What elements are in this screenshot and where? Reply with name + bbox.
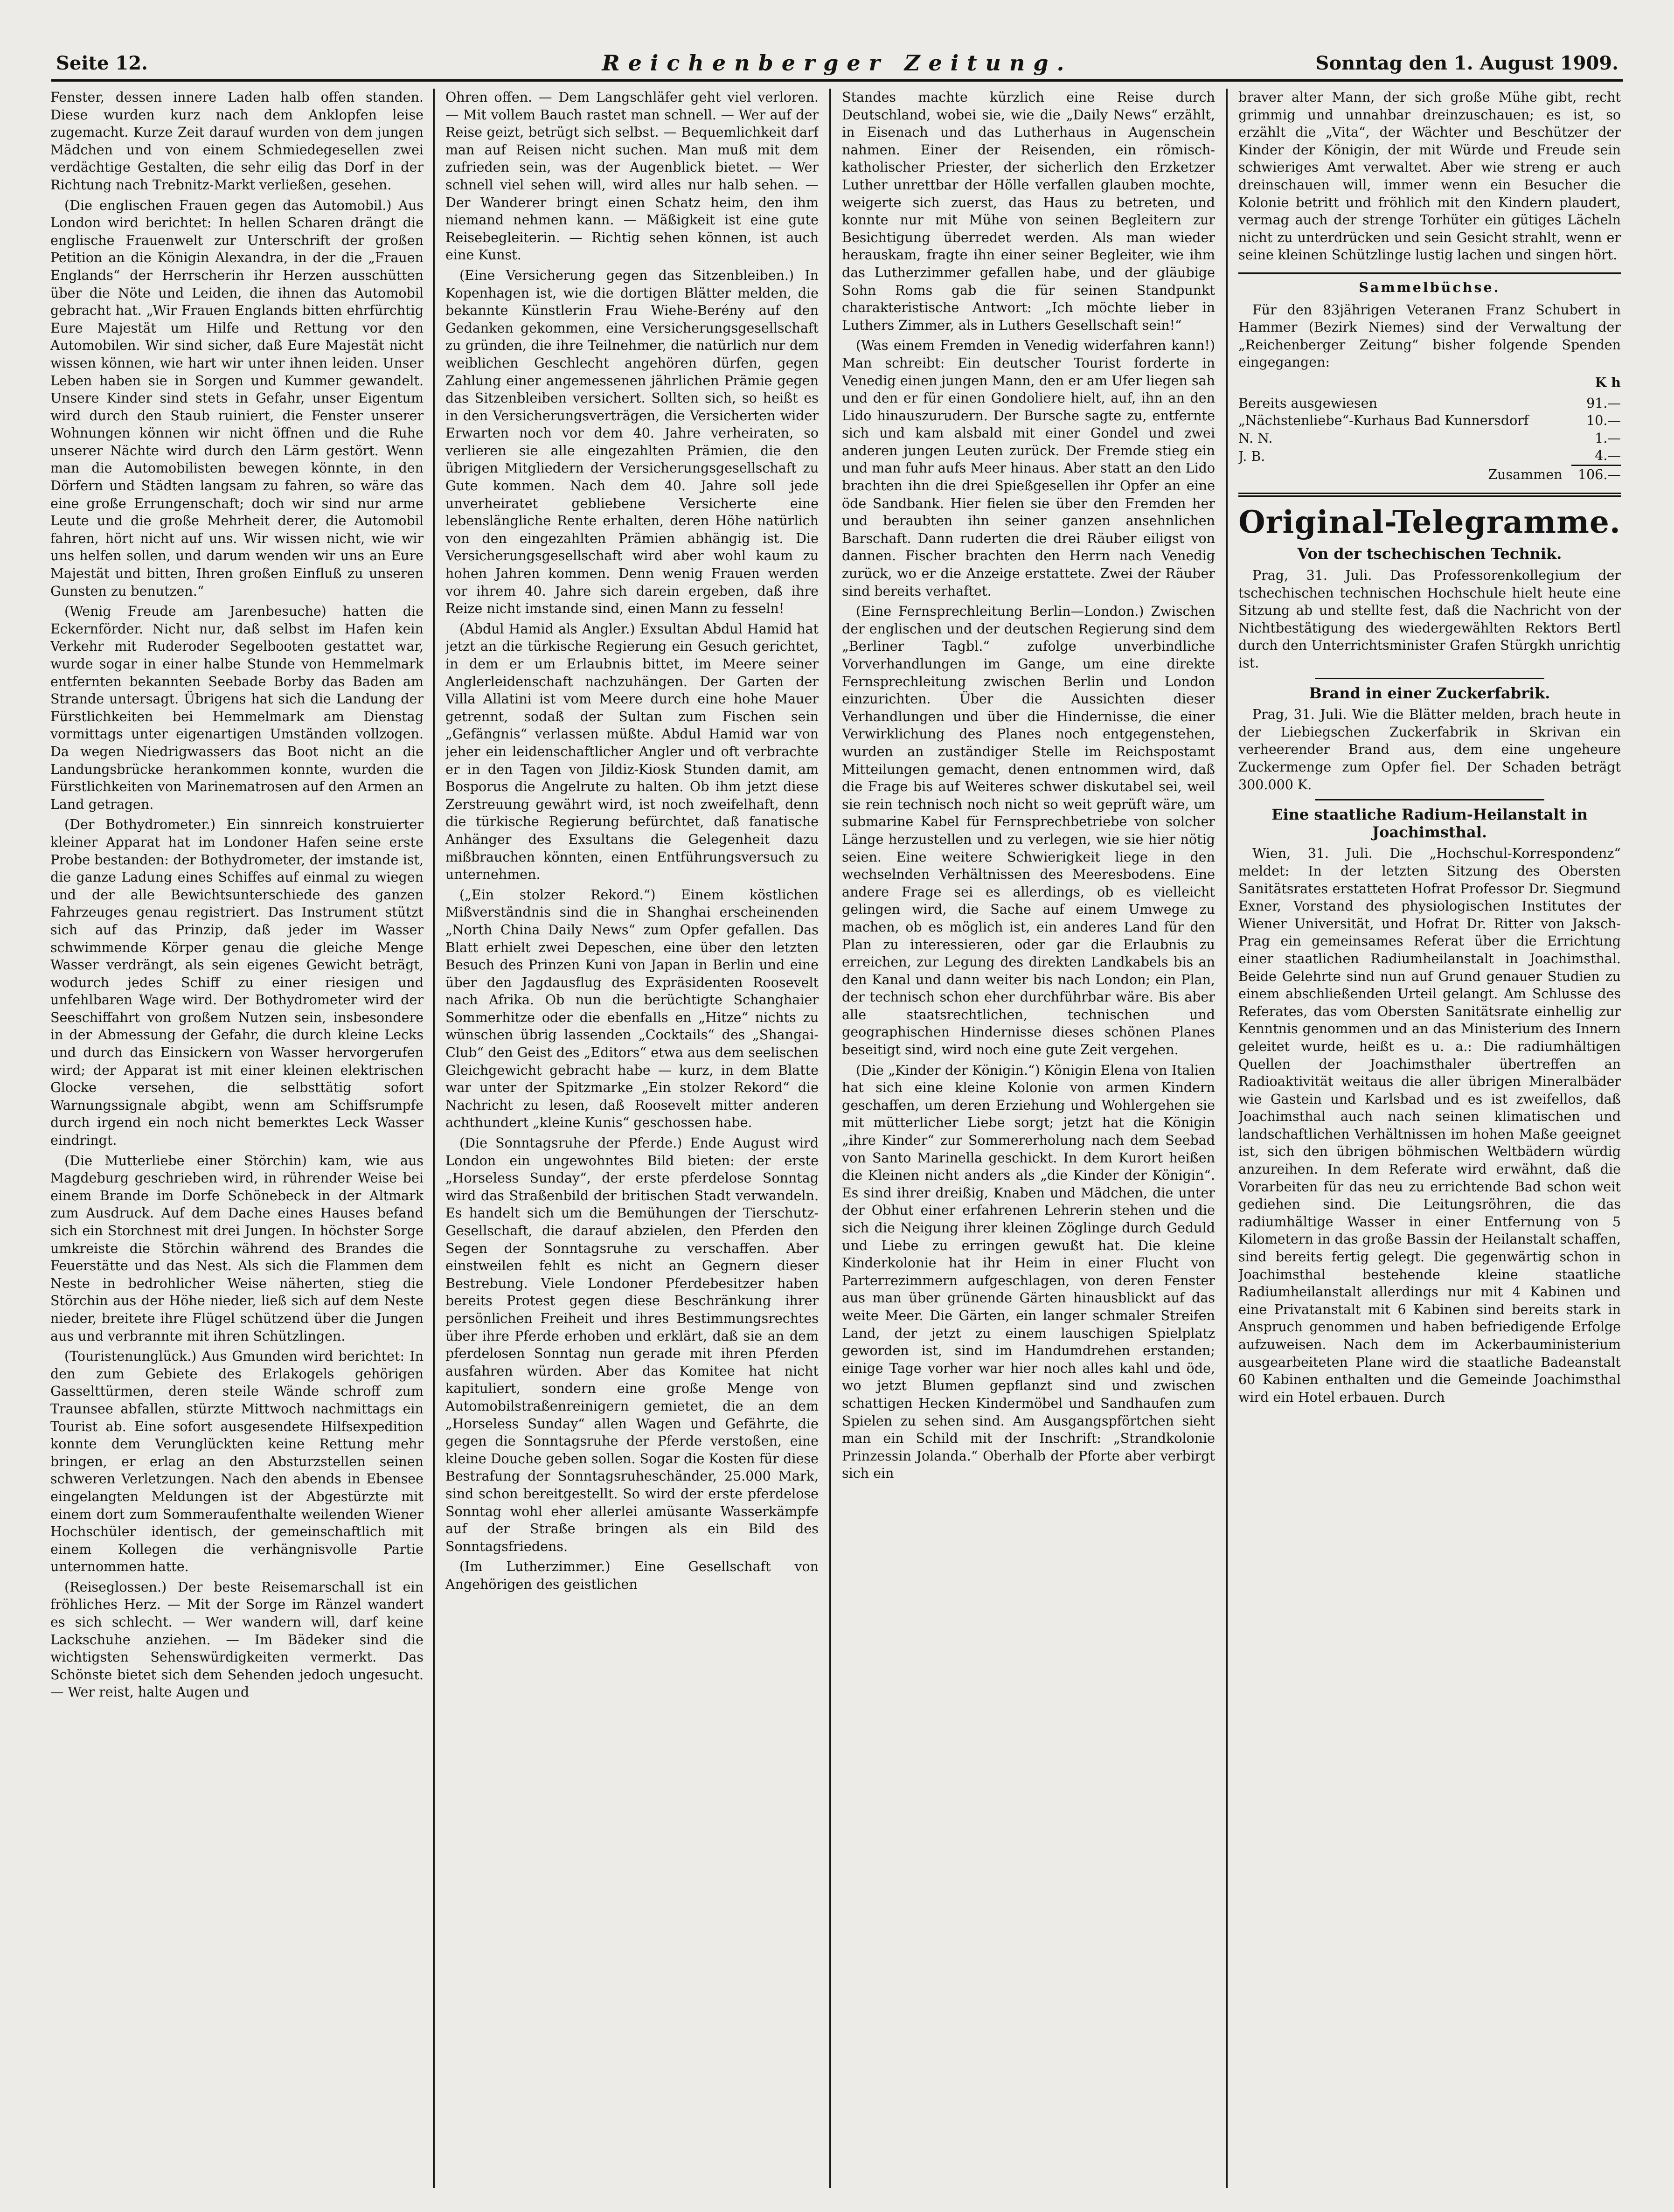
telegram-brand: Prag, 31. Juli. Wie die Blätter melden, brach heute in der Liebiegschen Zuckerfabrik in Skrivan ein verheerender Brand aus, dem eine ungeheure Zuckermenge zum Opfer fiel. Der Schaden beträgt 300.000 K. — [1238, 707, 1621, 793]
article-text: braver alter Mann, der sich große Mühe gibt, recht grimmig und unnahbar dreinzuschauen; es ist, so erzählt die „Vita“, der Wächter und Beschützer der Kinder der Königin, der mit Würde und Freude sein schwieriges Amt verwaltet. Aber wie streng er auch dreinschauen will, immer wenn ein Besucher die Kolonie betritt und fröhlich mit den Kindern plaudert, vermag auch der strenge Torhüter ein gütiges Lächeln nicht zu unterdrücken und sein Gesicht strahlt, wenn er seine kleinen Schützlinge lustig lachen und singen hört. — [1238, 90, 1621, 263]
article-fernsprechleitung: (Eine Fernsprechleitung Berlin—London.) Zwischen der englischen und der deutschen Regierung sind dem „Berliner Tagbl.“ zufolge unverbindliche Vorverhandlungen im Gange, um eine direkte Fernsprechleitung zwischen Berlin und London einzurichten. Über die Aussichten dieser Verhandlungen und über die Hindernisse, die einer Verwirklichung des Planes noch entgegenstehen, wurden an zuständiger Stelle im Reichspostamt Mitteilungen gemacht, denen entnommen wird, daß die Frage bis auf Weiteres schwer diskutabel sei, weil sie rein technisch noch nicht so weit geprüft wäre, um submarine Kabel für Fernsprechbetriebe von solcher Länge herzustellen und zu verlegen, wie sie hier nötig seien. Eine weitere Schwierigkeit liege in den wechselnden Verhältnissen des Meeresbodens. Eine andere Frage sei es allerdings, ob es vielleicht gelingen wird, die Sache auf einem Umwege zu machen, ob es möglich ist, ein anderes Land für den Plan zu interessieren, oder gar die Erlaubnis zu erreichen, zur Legung des direkten Landkabels bis an den Kanal und dann weiter bis nach London; ein Plan, der technisch schon eher durchführbar wäre. Bis aber alle staatsrechtlichen, technischen und geographischen Hindernisse dieses schönen Planes beseitigt sind, wird noch eine gute Zeit vergehen. — [842, 604, 1215, 1058]
section-divider — [1238, 493, 1621, 497]
donation-row: Bereits ausgewiesen 91.— — [1238, 395, 1621, 411]
article-venedig: (Was einem Fremden in Venedig widerfahren kann!) Man schreibt: Ein deutscher Tourist forderte in Venedig einen jungen Mann, den er am Ufer liegen sah und den er für einen Gondoliere hielt, auf, ihn an den Lido hinauszurudern. Der Bursche sagte zu, entfernte sich und kam alsbald mit einer Gondel und zwei anderen jungen Leuten zurück. Der Fremde stieg ein und man fuhr aufs Meer hinaus. Aber statt an den Lido brachten ihn die drei Spießgesellen ihr Opfer an eine öde Sandbank. Hier fielen sie über den Fremden her und beraubten ihn seiner ganzen ansehnlichen Barschaft. Dann ruderten die drei Räuber eiligst von dannen. Fischer brachten den Herrn nach Venedig zurück, wo er die Anzeige erstattete. Zwei der Räuber sind bereits verhaftet. — [842, 338, 1215, 599]
sammelbuechse-title: Sammelbüchse. — [1359, 279, 1500, 295]
article-abdul-hamid: (Abdul Hamid als Angler.) Exsultan Abdul Hamid hat jetzt an die türkische Regierung ein Gesuch gerichtet, in dem er um Erlaubnis bittet, im Meere seiner Anglerleidenschaft nachzuhängen. Der Garten der Villa Allatini ist vom Meere durch eine hohe Mauer getrennt, sodaß der Sultan zum Fischen sein „Gefängnis“ verlassen müßte. Abdul Hamid war von jeher ein leidenschaftlicher Angler und oft verbrachte er in den Tagen von Jildiz-Kiosk Stunden damit, am Bosporus die Angelrute zu halten. Ob ihm jetzt diese Zerstreuung gewährt wird, ist noch zweifelhaft, denn die türkische Regierung befürchtet, daß fanatische Anhänger des Exsultans die Gelegenheit dazu mißbrauchen könnten, einen Entführungsversuch zu unternehmen. — [445, 621, 819, 883]
issue-date: Sonntag den 1. August 1909. — [1315, 52, 1618, 74]
page-header — [51, 47, 1623, 82]
column-2 — [445, 89, 819, 2188]
column-1 — [50, 89, 424, 2188]
article-frauen-automobil: (Die englischen Frauen gegen das Automobil.) Aus London wird berichtet: In hellen Scharen drängt die englische Frauenwelt zur Unterschrift der großen Petition an die Königin Alexandra, in der die „Frauen Englands“ der Herrscherin ihr Herzen ausschütten über die Nöte und Leiden, die ihnen das Automobil gebracht hat. „Wir Frauen Englands bitten ehrfürchtig Eure Majestät um Hilfe und Rettung vor den Automobilen. Wir sind sicher, daß Eure Majestät nicht wissen können, wie hart wir unter ihnen leiden. Unser Leben haben sie in Sorgen und Kummer gewandelt. Unsere Kinder sind stets in Gefahr, unser Eigentum wird durch den Staub ruiniert, die Fenster unserer Wohnungen können wir nicht öffnen und die Ruhe unserer Nächte wird durch den Lärm gestört. Wenn man die Automobilisten bewegen könnte, in den Dörfern und Städten langsam zu fahren, so wäre das eine große Errungenschaft; doch wir sind nur arme Leute und die große Mehrheit derer, die Automobil fahren, hört nicht auf uns. Wir wissen nicht, wie wir uns helfen sollen, und darum wenden wir uns an Eure Majestät und bitten, Ihren großen Einfluß zu unseren Gunsten zu benutzen.“ — [50, 197, 424, 599]
article-text: Ohren offen. — Dem Langschläfer geht viel verloren. — Mit vollem Bauch rastet man schnell. — Wer auf der Reise geizt, betrügt sich selbst. — Bequemlichkeit darf man auf Reisen nicht suchen. Man muß mit dem zufrieden sein, was der Augenblick bietet. — Wer schnell viel sehen will, wird alles nur halb sehen. — Der Wanderer bringt einen Schatz heim, den ihm niemand nehmen kann. — Mäßigkeit ist eine gute Reisebegleiterin. — Richtig sehen können, ist auch eine Kunst. — [445, 90, 819, 263]
sammelbuechse-text: Für den 83jährigen Veteranen Franz Schubert in Hammer (Bezirk Niemes) sind der Verwaltung der „Reichenberger Zeitung“ bisher folgende Spenden eingegangen: — [1238, 302, 1621, 370]
column-rule — [829, 89, 831, 2188]
article-stoerchin: (Die Mutterliebe einer Störchin) kam, wie aus Magdeburg geschrieben wird, in rührender Weise bei einem Brande im Dorfe Schönebeck in der Altmark zum Ausdruck. Auf dem Dache eines Hauses befand sich ein Storchnest mit drei Jungen. In höchster Sorge umkreiste die Störchin während des Brandes die Feuerstätte und das Nest. Als sich die Flammen dem Neste in bedrohlicher Weise näherten, stieg die Störchin aus der Höhe nieder, ließ sich auf dem Neste nieder, breitete ihre Flügel schützend über die Jungen aus und verbrannte mit ihren Schützlingen. — [50, 1153, 424, 1344]
telegram-radium: Wien, 31. Juli. Die „Hochschul-Korrespondenz“ meldet: In der letzten Sitzung des Obersten Sanitätsrates erstatteten Hofrat Professor Dr. Siegmund Exner, Vorstand des physiologischen Institutes der Wiener Universität, und Hofrat Dr. Ritter von Jaksch-Prag ein gemeinsames Referat über die Errichtung einer staatlichen Radiumheilanstalt in Joachimsthal. Beide Gelehrte sind nun auf Grund genauer Studien zu einem abschließenden Urteil gelangt. Am Schlusse des Referates, das vom Obersten Sanitätsrate einhellig zur Kenntnis genommen und an das Ministerium des Innern geleitet wurde, heißt es u. a.: Die radiumhältigen Quellen der Joachimsthaler übertreffen an Radioaktivität weitaus die aller übrigen Mineralbäder wie Gastein und Karlsbad und es ist zweifellos, daß Joachimsthal auch nach seinen klimatischen und landschaftlichen Verhältnissen im hohen Maße geeignet ist, sich den übrigen böhmischen Weltbädern würdig anzureihen. In dem Referate wird erwähnt, daß die Vorarbeiten für das neu zu errichtende Bad schon weit gediehen sind. Die Leitungsröhren, die das radiumhältige Wasser in einer Entfernung von 5 Kilometern in das große Bassin der Heilanstalt schaffen, sind bereits fertig gelegt. Die gegenwärtig schon in Joachimsthal bestehende kleine staatliche Radiumheilanstalt allerdings nur mit 4 Kabinen und eine Privatanstalt mit 6 Kabinen sind bereits stark in Anspruch genommen und haben befriedigende Erfolge aufzuweisen. Nach dem im Ackerbauministerium ausgearbeiteten Plane wird die staatliche Badeanstalt 60 Kabinen enthalten und die Gemeinde Joachimsthal wird ein Hotel erbauen. Durch — [1238, 846, 1621, 1405]
donation-row: J. B. 4.— — [1238, 448, 1621, 464]
column-rule — [1226, 89, 1228, 2188]
article-text: Standes machte kürzlich eine Reise durch Deutschland, wobei sie, wie die „Daily News“ erzählt, in Eisenach und das Lutherhaus in Augenschein nahmen. Einer der Reisenden, ein römisch-katholischer Priester, der sicherlich den Erzketzer Luther unrettbar der Hölle verfallen glauben mochte, weigerte sich zuerst, das Haus zu betreten, und konnte nur mit Mühe von seinen Begleitern zur Besichtigung überredet werden. Als man wieder herauskam, fragte ihn einer seiner Begleiter, wie ihm das Lutherzimmer gefallen habe, und der gläubige Sohn Roms gab die für seinen Standpunkt charakteristische Antwort: „Ich möchte lieber in Luthers Zimmer, als in Luthers Gesellschaft sein!“ — [842, 90, 1215, 333]
article-sonntagsruhe-pferde: (Die Sonntagsruhe der Pferde.) Ende August wird London ein ungewohntes Bild bieten: der erste „Horseless Sunday“, der erste pferdelose Sonntag wird das Straßenbild der britischen Stadt verwandeln. Es handelt sich um die Bemühungen der Tierschutz-Gesellschaft, die darauf abzielen, den Pferden den Segen der Sonntagsruhe zu verschaffen. Aber einstweilen fehlt es nicht an Gegnern dieser Bestrebung. Viele Londoner Pferdebesitzer haben bereits Protest gegen diese Beschränkung ihrer persönlichen Freiheit und ihres Bestimmungsrechtes über ihre Pferde erhoben und erklärt, daß sie an dem pferdelosen Sonntag nun gerade mit ihren Pferden ausfahren würden. Aber das Komitee hat nicht kapituliert, sondern eine große Menge von Automobilstraßenreinigern gemietet, die an dem „Horseless Sunday“ allen Wagen und Gefährte, die gegen die Sonntagsruhe der Pferde verstoßen, eine kleine Douche geben sollen. Sogar die Kosten für diese Bestrafung der Sonntagsruheschänder, 25.000 Mark, sind schon bereitgestellt. So wird der erste pferdelose Sonntag wohl eher allerlei amüsante Wasserkämpfe auf der Straße bringen als ein Bild des Sonntagsfriedens. — [445, 1135, 819, 1554]
section-title-radium: Eine staatliche Radium-Heilanstalt in Joachimsthal. — [1271, 806, 1588, 841]
article-bothydrometer: (Der Bothydrometer.) Ein sinnreich konstruierter kleiner Apparat hat im Londoner Hafen seine erste Probe bestanden: der Bothydrometer, der imstande ist, die ganze Ladung eines Schiffes auf einmal zu wiegen und der alle Bewichtsunterschiede des ganzen Fahrzeuges genau registriert. Das Instrument stützt sich auf das Prinzip, daß jeder im Wasser schwimmende Körper genau die gleiche Menge Wasser verdrängt, als sein eigenes Gewicht beträgt, wodurch jedes Schiff zu einer riesigen und unfehlbaren Wage wird. Der Bothydrometer wird der Seeschiffahrt von großem Nutzen sein, insbesondere in der Abmessung der Gefahr, die durch kleine Lecks und durch das Einsickern von Wasser hervorgerufen wird; der Apparat ist mit einer kleinen elektrischen Glocke versehen, die selbsttätig sofort Warnungssignale abgibt, wenn am Schiffsrumpfe durch irgend ein noch nicht bemerktes Leck Wasser eindringt. — [50, 817, 424, 1148]
column-4 — [1238, 89, 1621, 2188]
donation-sum-row: Zusammen 106.— — [1238, 465, 1621, 483]
masthead: Reichenberger Zeitung. — [602, 50, 1073, 76]
donation-row: N. N. 1.— — [1238, 430, 1621, 446]
short-divider — [1315, 678, 1544, 679]
short-divider — [1315, 799, 1544, 800]
article-touristenunglueck: (Touristenunglück.) Aus Gmunden wird berichtet: In den zum Gebiete des Erlakogels gehörigen Gasselttürmen, deren steile Wände schroff zum Traunsee abfallen, stürzte Mittwoch nachmittags ein Tourist ab. Eine sofort ausgesendete Hilfsexpedition konnte dem Verunglückten keine Rettung mehr bringen, er erlag an den Absturzstellen seinen schweren Verletzungen. Nach den abends in Ebensee eingelangten Meldungen ist der Abgestürzte mit einem dort zum Sommeraufenthalte weilenden Wiener Hochschüler identisch, der gemeinschaftlich mit einem Kollegen die verhängnisvolle Partie unternommen hatte. — [50, 1349, 424, 1575]
telegram-technik: Prag, 31. Juli. Das Professorenkollegium der tschechischen technischen Hochschule hielt heute eine Sitzung ab und stellte fest, daß die Nachricht von der Nichtbestätigung des wiedergewählten Rektors Bertl durch den Unterrichtsminister Grafen Stürgkh unrichtig ist. — [1238, 568, 1621, 671]
donation-list — [1238, 395, 1621, 484]
article-versicherung: (Eine Versicherung gegen das Sitzenbleiben.) In Kopenhagen ist, wie die dortigen Blätter melden, die bekannte Künstlerin Frau Wiehe-Berény auf den Gedanken gekommen, eine Versicherungsgesellschaft zu gründen, die ihre Teilnehmer, die natürlich nur dem weiblichen Geschlecht angehören dürfen, gegen Zahlung einer angemessenen jährlichen Prämie gegen das Sitzenbleiben versichert. Sollten sich, so heißt es in den Versicherungsverträgen, die Versicherten wider Erwarten noch vor dem 40. Jahre verheiraten, so verlieren sie alle eingezahlten Prämien, die den übrigen Mitgliedern der Versicherungsgesellschaft zu Gute kommen. Nach dem 40. Jahre soll jede unverheiratet gebliebene Versicherte eine lebenslängliche Rente erhalten, deren Höhe natürlich von den eingezahlten Prämien abhängig ist. Die Versicherungsgesellschaft wird aber wohl kaum zu hohen Jahren kommen. Denn wenig Frauen werden vor ihrem 40. Jahre sich darein ergeben, daß ihre Reize nicht imstande sind, einen Mann zu fesseln! — [445, 267, 819, 617]
donation-row: „Nächstenliebe“-Kurhaus Bad Kunnersdorf 10.— — [1238, 413, 1621, 429]
page-number: Seite 12. — [56, 52, 148, 74]
article-kinder-koenigin: (Die „Kinder der Königin.“) Königin Elena von Italien hat sich eine kleine Kolonie von armen Kindern geschaffen, um deren Erziehung und Wohlergehen sie mit mütterlicher Liebe sorgt; jetzt hat die Königin „ihre Kinder“ zur Sommererholung nach dem Seebad von Santo Marinella geschickt. In dem Kurort heißen die Kleinen nicht anders als „die Kinder der Königin“. Es sind ihrer dreißig, Knaben und Mädchen, die unter der Obhut einer erfahrenen Lehrerin stehen und die sich die Neigung ihrer kleinen Zöglinge durch Geduld und Liebe zu erringen gewußt hat. Die kleine Kinderkolonie hat ihr Heim in einer Flucht von Parterrezimmern aufgeschlagen, von deren Fenster aus man über grünende Gärten hinausblickt auf das weite Meer. Die Gärten, ein langer schmaler Streifen Land, der jetzt zu einem lauschigen Spielplatz geworden ist, sind im Handumdrehen erstanden; einige Tage vorher war hier noch alles kahl und öde, wo jetzt Blumen gepflanzt sind und zwischen schattigen Hecken Kindermöbel und Sandhaufen zum Spielen zu sehen sind. Am Ausgangspförtchen sieht man ein Schild mit der Inschrift: „Strandkolonie Prinzessin Jolanda.“ Oberhalb der Pforte aber verbirgt sich ein — [842, 1062, 1215, 1482]
section-title-technik: Von der tschechischen Technik. — [1297, 545, 1562, 563]
section-title-brand: Brand in einer Zuckerfabrik. — [1309, 684, 1550, 702]
article-zarenbesuch: (Wenig Freude am Jarenbesuche) hatten die Eckernförder. Nicht nur, daß selbst im Hafen kein Verkehr mit Ruderoder Segelbooten gestattet war, wurde sogar in einer halbe Stunde von Hemmelmark entfernten bekannten Seebade Borby das Baden am Strande untersagt. Übrigens hat sich die Landung der Fürstlichkeiten bei Hemmelmark am Dienstag vormittags unter eigenartigen Umständen vollzogen. Da wegen Niedrigwassers das Boot nicht an die Landungsbrücke herankommen konnte, wurden die Fürstlichkeiten von Marinematrosen auf den Armen an Land getragen. — [50, 604, 424, 812]
column-3 — [842, 89, 1215, 2188]
section-divider — [1238, 272, 1621, 274]
column-rule — [433, 89, 435, 2188]
article-stolzer-rekord: („Ein stolzer Rekord.“) Einem köstlichen Mißverständnis sind die in Shanghai erscheinenden „North China Daily News“ zum Opfer gefallen. Das Blatt erhielt zwei Depeschen, eine über den letzten Besuch des Prinzen Kuni von Japan in Berlin und eine über den Jagdausflug des Expräsidenten Roosevelt nach Afrika. Ob nun die berüchtigte Schanghaier Sommerhitze oder die ebenfalls en „Hitze“ nichts zu wünschen übrig lassenden „Cocktails“ des „Shangai-Club“ den Geist des „Editors“ etwa aus dem seelischen Gleichgewicht gebracht habe — kurz, in dem Blatte war unter der Spitzmarke „Ein stolzer Rekord“ die Nachricht zu lesen, daß Roosevelt mitter anderen achthundert „kleine Kunis“ geschossen habe. — [445, 887, 819, 1131]
article-lutherzimmer: (Im Lutherzimmer.) Eine Gesellschaft von Angehörigen des geistlichen — [445, 1559, 819, 1592]
currency-header: K h — [1595, 374, 1621, 390]
telegrams-heading: Original-Telegramme. — [1238, 504, 1621, 541]
article-reiseglossen: (Reiseglossen.) Der beste Reisemarschall ist ein fröhliches Herz. — Mit der Sorge im Ränzel wandert es sich schlecht. — Wer wandern will, darf keine Lackschuhe anziehen. — Im Bädeker sind die wichtigsten Sehenswürdigkeiten vermerkt. Das Schönste bietet sich dem Sehenden jedoch ungesucht. — Wer reist, halte Augen und — [50, 1579, 424, 1700]
article-text: Fenster, dessen innere Laden halb offen standen. Diese wurden kurz nach dem Anklopfen leise zugemacht. Kurze Zeit darauf wurden von dem jungen Mädchen und von einem Schmiedegesellen zwei verdächtige Gestalten, die sehr eilig das Dorf in der Richtung nach Trebnitz-Markt verließen, gesehen. — [50, 90, 424, 193]
